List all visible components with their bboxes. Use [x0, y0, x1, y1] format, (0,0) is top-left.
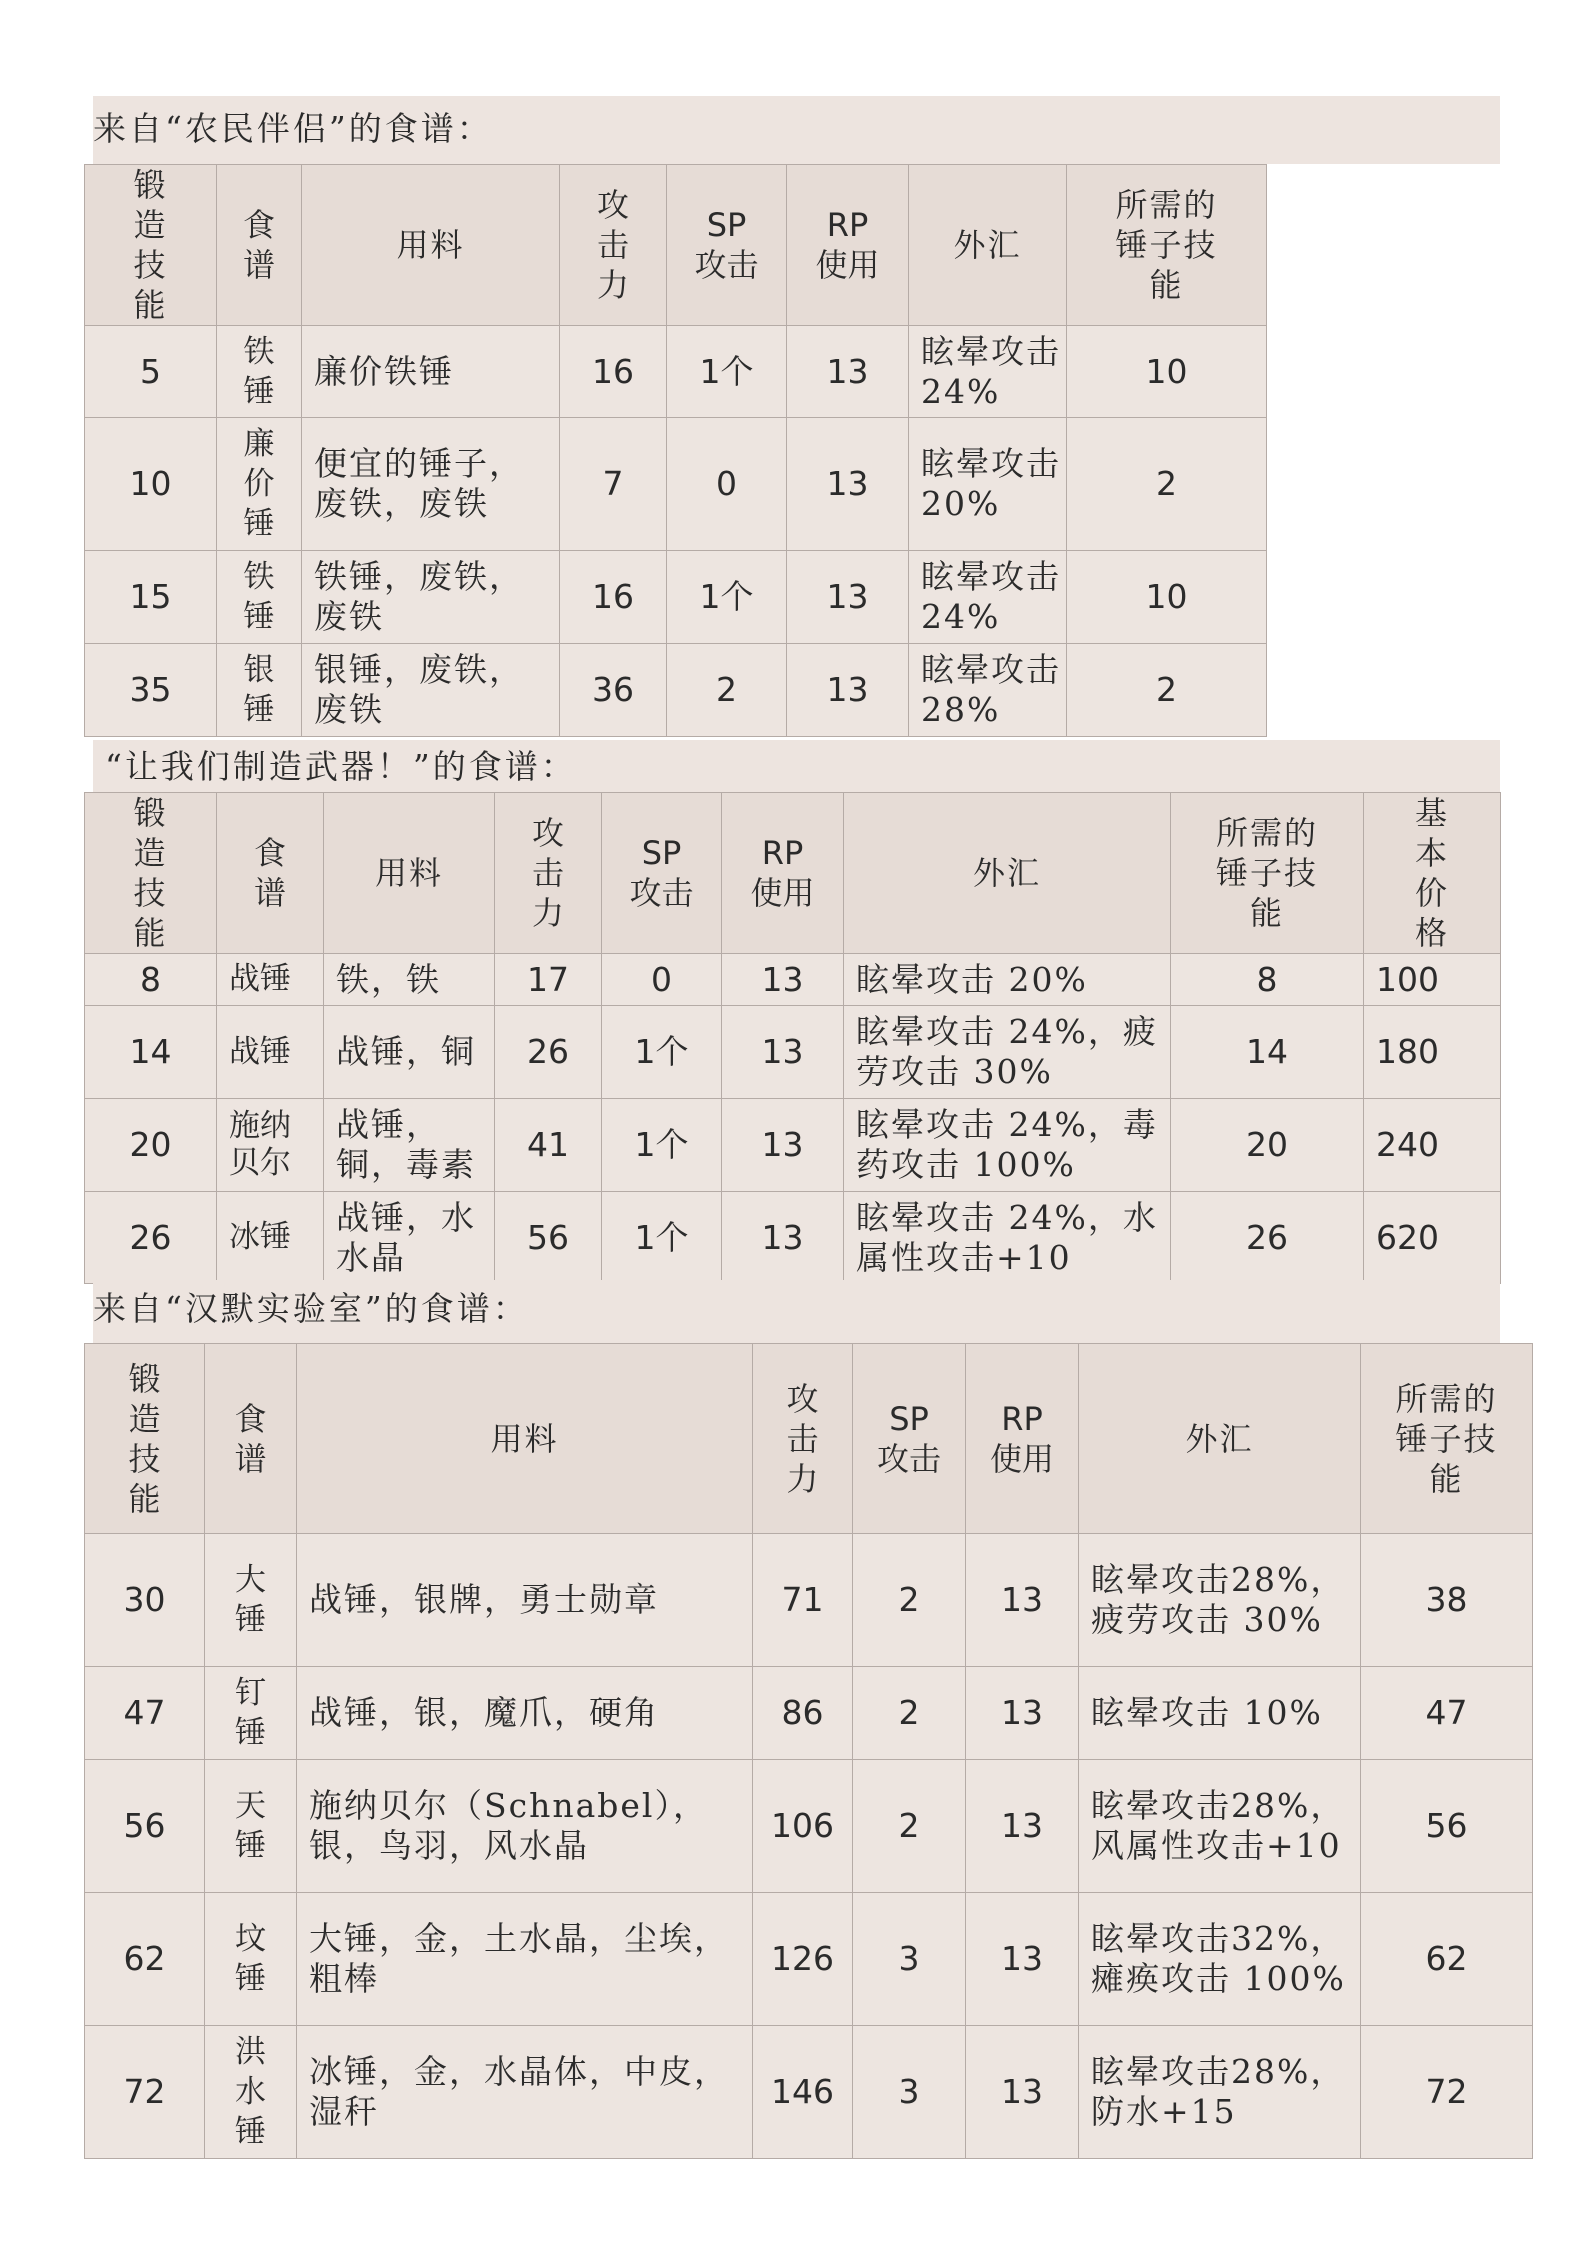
cell-extra: 眩晕攻击24% [909, 551, 1067, 644]
cell-forge-skill: 20 [85, 1099, 217, 1192]
table-header-row [85, 165, 1267, 326]
header-attack: 攻击力 [495, 793, 602, 954]
cell-materials: 银锤，废铁，废铁 [302, 644, 560, 737]
header-forge-skill: 锻造技能 [85, 793, 217, 954]
cell-materials: 战锤，水水晶 [324, 1192, 495, 1284]
cell-hammer-skill: 56 [1361, 1760, 1533, 1893]
header-sp-attack: SP攻击 [853, 1344, 966, 1534]
cell-extra: 眩晕攻击 24%，毒药攻击 100% [844, 1099, 1171, 1192]
header-rp-use: RP使用 [722, 793, 844, 954]
section-caption-hammer-lab: 来自“汉默实验室”的食谱： [93, 1280, 1500, 1343]
cell-rp-use: 13 [722, 1006, 844, 1099]
cell-forge-skill: 30 [85, 1534, 205, 1667]
cell-materials: 战锤，铜，毒素 [324, 1099, 495, 1192]
cell-extra: 眩晕攻击28%，疲劳攻击 30% [1079, 1534, 1361, 1667]
cell-attack: 16 [560, 551, 667, 644]
header-recipe: 食谱 [217, 793, 324, 954]
cell-sp-attack: 2 [853, 1760, 966, 1893]
cell-attack: 71 [753, 1534, 853, 1667]
cell-rp-use: 13 [966, 1760, 1079, 1893]
table-row [85, 1760, 1533, 1893]
cell-materials: 便宜的锤子，废铁，废铁 [302, 418, 560, 551]
cell-hammer-skill: 62 [1361, 1893, 1533, 2026]
cell-attack: 56 [495, 1192, 602, 1284]
cell-extra: 眩晕攻击 24%，水属性攻击+10 [844, 1192, 1171, 1284]
header-attack: 攻击力 [560, 165, 667, 326]
cell-forge-skill: 10 [85, 418, 217, 551]
header-rp-use: RP使用 [966, 1344, 1079, 1534]
cell-attack: 41 [495, 1099, 602, 1192]
cell-hammer-skill: 20 [1171, 1099, 1364, 1192]
header-materials: 用料 [302, 165, 560, 326]
cell-forge-skill: 72 [85, 2026, 205, 2159]
cell-sp-attack: 0 [602, 954, 722, 1006]
cell-attack: 86 [753, 1667, 853, 1760]
cell-extra: 眩晕攻击 24%，疲劳攻击 30% [844, 1006, 1171, 1099]
header-materials: 用料 [324, 793, 495, 954]
cell-forge-skill: 26 [85, 1192, 217, 1284]
table-row [85, 551, 1267, 644]
cell-materials: 廉价铁锤 [302, 326, 560, 418]
cell-materials: 铁，铁 [324, 954, 495, 1006]
cell-sp-attack: 1个 [667, 551, 787, 644]
cell-recipe: 大锤 [205, 1534, 297, 1667]
cell-base-price: 100 [1364, 954, 1501, 1006]
cell-attack: 106 [753, 1760, 853, 1893]
cell-sp-attack: 2 [667, 644, 787, 737]
cell-recipe: 洪水锤 [205, 2026, 297, 2159]
cell-sp-attack: 2 [853, 1667, 966, 1760]
cell-materials: 施纳贝尔（Schnabel），银，鸟羽，风水晶 [297, 1760, 753, 1893]
cell-attack: 16 [560, 326, 667, 418]
cell-extra: 眩晕攻击24% [909, 326, 1067, 418]
section-caption-weapons: “让我们制造武器！”的食谱： [93, 740, 1500, 792]
header-extra: 外汇 [909, 165, 1067, 326]
cell-recipe: 天锤 [205, 1760, 297, 1893]
cell-hammer-skill: 8 [1171, 954, 1364, 1006]
cell-extra: 眩晕攻击 10% [1079, 1667, 1361, 1760]
cell-hammer-skill: 26 [1171, 1192, 1364, 1284]
cell-forge-skill: 35 [85, 644, 217, 737]
cell-sp-attack: 1个 [602, 1099, 722, 1192]
cell-recipe: 冰锤 [217, 1192, 324, 1284]
cell-attack: 17 [495, 954, 602, 1006]
cell-hammer-skill: 10 [1067, 326, 1267, 418]
header-recipe: 食谱 [205, 1344, 297, 1534]
cell-attack: 7 [560, 418, 667, 551]
cell-base-price: 620 [1364, 1192, 1501, 1284]
table-row [85, 1006, 1501, 1099]
cell-attack: 126 [753, 1893, 853, 2026]
cell-extra: 眩晕攻击28%，风属性攻击+10 [1079, 1760, 1361, 1893]
table-row [85, 1667, 1533, 1760]
header-extra: 外汇 [1079, 1344, 1361, 1534]
cell-rp-use: 13 [722, 1099, 844, 1192]
header-forge-skill: 锻造技能 [85, 165, 217, 326]
cell-materials: 大锤，金，土水晶，尘埃，粗棒 [297, 1893, 753, 2026]
cell-sp-attack: 0 [667, 418, 787, 551]
table-row [85, 1099, 1501, 1192]
header-forge-skill: 锻造技能 [85, 1344, 205, 1534]
cell-extra: 眩晕攻击32%，瘫痪攻击 100% [1079, 1893, 1361, 2026]
cell-forge-skill: 56 [85, 1760, 205, 1893]
cell-recipe: 银锤 [217, 644, 302, 737]
cell-recipe: 铁锤 [217, 326, 302, 418]
table-row [85, 1192, 1501, 1284]
cell-hammer-skill: 10 [1067, 551, 1267, 644]
header-sp-attack: SP攻击 [667, 165, 787, 326]
cell-recipe: 战锤 [217, 1006, 324, 1099]
header-hammer-skill: 所需的锤子技能 [1171, 793, 1364, 954]
cell-hammer-skill: 2 [1067, 418, 1267, 551]
table-header-row [85, 1344, 1533, 1534]
cell-hammer-skill: 38 [1361, 1534, 1533, 1667]
cell-sp-attack: 1个 [667, 326, 787, 418]
cell-sp-attack: 2 [853, 1534, 966, 1667]
cell-forge-skill: 62 [85, 1893, 205, 2026]
cell-materials: 战锤，铜 [324, 1006, 495, 1099]
cell-sp-attack: 1个 [602, 1006, 722, 1099]
cell-recipe: 坟锤 [205, 1893, 297, 2026]
cell-recipe: 廉价锤 [217, 418, 302, 551]
cell-forge-skill: 8 [85, 954, 217, 1006]
header-rp-use: RP使用 [787, 165, 909, 326]
cell-rp-use: 13 [966, 1534, 1079, 1667]
cell-extra: 眩晕攻击 20% [844, 954, 1171, 1006]
table-row [85, 1534, 1533, 1667]
cell-extra: 眩晕攻击28% [909, 644, 1067, 737]
cell-extra: 眩晕攻击28%，防水+15 [1079, 2026, 1361, 2159]
cell-rp-use: 13 [787, 326, 909, 418]
cell-attack: 26 [495, 1006, 602, 1099]
header-base-price: 基本价格 [1364, 793, 1501, 954]
cell-base-price: 180 [1364, 1006, 1501, 1099]
table-header-row [85, 793, 1501, 954]
table-row [85, 2026, 1533, 2159]
cell-materials: 战锤，银牌，勇士勋章 [297, 1534, 753, 1667]
cell-hammer-skill: 2 [1067, 644, 1267, 737]
cell-materials: 铁锤，废铁，废铁 [302, 551, 560, 644]
cell-forge-skill: 15 [85, 551, 217, 644]
cell-forge-skill: 14 [85, 1006, 217, 1099]
recipe-table-hammer-lab [84, 1343, 1533, 2159]
header-hammer-skill: 所需的锤子技能 [1067, 165, 1267, 326]
cell-recipe: 战锤 [217, 954, 324, 1006]
table-row [85, 644, 1267, 737]
cell-materials: 冰锤，金，水晶体，中皮，湿秆 [297, 2026, 753, 2159]
cell-forge-skill: 47 [85, 1667, 205, 1760]
table-row [85, 1893, 1533, 2026]
cell-rp-use: 13 [787, 551, 909, 644]
cell-rp-use: 13 [787, 644, 909, 737]
recipe-table-farmer [84, 164, 1267, 737]
header-extra: 外汇 [844, 793, 1171, 954]
table-row [85, 954, 1501, 1006]
cell-rp-use: 13 [787, 418, 909, 551]
cell-materials: 战锤，银，魔爪，硬角 [297, 1667, 753, 1760]
recipe-table-weapons [84, 792, 1501, 1284]
section-caption-farmer: 来自“农民伴侣”的食谱： [93, 96, 1500, 164]
cell-sp-attack: 3 [853, 1893, 966, 2026]
cell-forge-skill: 5 [85, 326, 217, 418]
cell-hammer-skill: 14 [1171, 1006, 1364, 1099]
header-hammer-skill: 所需的锤子技能 [1361, 1344, 1533, 1534]
cell-recipe: 钉锤 [205, 1667, 297, 1760]
cell-hammer-skill: 72 [1361, 2026, 1533, 2159]
cell-attack: 146 [753, 2026, 853, 2159]
cell-base-price: 240 [1364, 1099, 1501, 1192]
header-materials: 用料 [297, 1344, 753, 1534]
table-row [85, 326, 1267, 418]
cell-rp-use: 13 [722, 1192, 844, 1284]
cell-rp-use: 13 [966, 1667, 1079, 1760]
cell-hammer-skill: 47 [1361, 1667, 1533, 1760]
cell-rp-use: 13 [966, 2026, 1079, 2159]
header-recipe: 食谱 [217, 165, 302, 326]
header-attack: 攻击力 [753, 1344, 853, 1534]
cell-sp-attack: 3 [853, 2026, 966, 2159]
header-sp-attack: SP攻击 [602, 793, 722, 954]
cell-rp-use: 13 [966, 1893, 1079, 2026]
table-row [85, 418, 1267, 551]
cell-attack: 36 [560, 644, 667, 737]
cell-sp-attack: 1个 [602, 1192, 722, 1284]
cell-recipe: 铁锤 [217, 551, 302, 644]
cell-rp-use: 13 [722, 954, 844, 1006]
cell-extra: 眩晕攻击20% [909, 418, 1067, 551]
cell-recipe: 施纳贝尔 [217, 1099, 324, 1192]
